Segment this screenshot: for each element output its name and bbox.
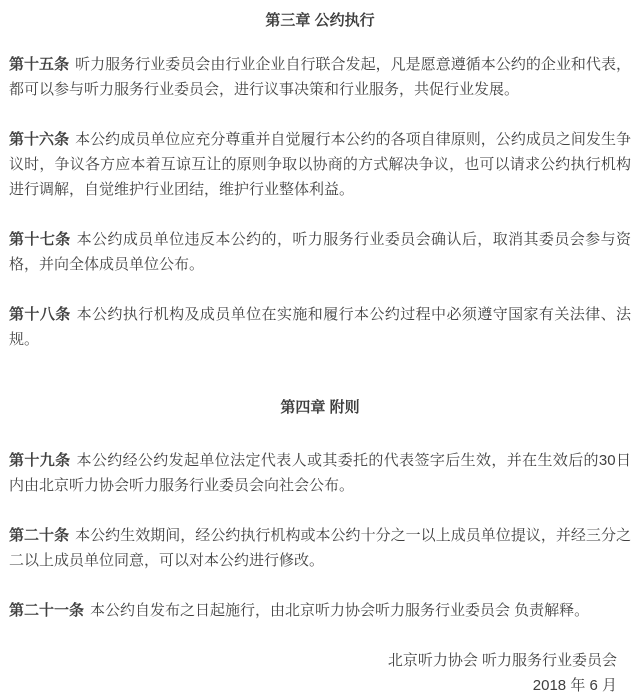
article-19-label: 第十九条 bbox=[9, 452, 71, 469]
article-16 bbox=[9, 127, 631, 202]
article-16-text: 本公约成员单位应充分尊重并自觉履行本公约的各项自律原则，公约成员之间发生争议时，争议各方应本着互谅互让的原则争取以协商的方式解决争议，也可以请求公约执行机构进行调解，自觉维护行业团结，维护行业整体利益。 bbox=[9, 131, 631, 198]
article-18-text: 本公约执行机构及成员单位在实施和履行本公约过程中必须遵守国家有关法律、法规。 bbox=[9, 306, 631, 348]
article-16-label: 第十六条 bbox=[9, 131, 70, 148]
article-17-label: 第十七条 bbox=[9, 231, 71, 248]
article-20 bbox=[9, 523, 631, 573]
article-19 bbox=[9, 448, 631, 498]
chapter-3-heading: 第三章 公约执行 bbox=[265, 12, 375, 29]
article-20-label: 第二十条 bbox=[9, 527, 70, 544]
signature-block bbox=[9, 648, 631, 698]
article-15-text: 听力服务行业委员会由行业企业自行联合发起，凡是愿意遵循本公约的企业和代表，都可以参与听力服务行业委员会，进行议事决策和行业服务，共促行业发展。 bbox=[9, 56, 631, 98]
article-19-text: 本公约经公约发起单位法定代表人或其委托的代表签字后生效，并在生效后的30日内由北京听力协会听力服务行业委员会向社会公布。 bbox=[9, 452, 631, 494]
article-15 bbox=[9, 52, 631, 102]
article-21-text: 本公约自发布之日起施行，由北京听力协会听力服务行业委员会 负责解释。 bbox=[90, 602, 590, 619]
article-17 bbox=[9, 227, 631, 277]
chapter-4-heading: 第四章 附则 bbox=[280, 399, 360, 416]
signature-organization: 北京听力协会 听力服务行业委员会 bbox=[387, 652, 617, 669]
signature-date: 2018 年 6 月 bbox=[532, 677, 617, 694]
article-17-text: 本公约成员单位违反本公约的，听力服务行业委员会确认后，取消其委员会参与资格，并向全体成员单位公布。 bbox=[9, 231, 631, 273]
article-18 bbox=[9, 302, 631, 352]
article-21-label: 第二十一条 bbox=[9, 602, 85, 619]
article-15-label: 第十五条 bbox=[9, 56, 70, 73]
article-18-label: 第十八条 bbox=[9, 306, 71, 323]
article-21 bbox=[9, 598, 631, 623]
article-20-text: 本公约生效期间，经公约执行机构或本公约十分之一以上成员单位提议，并经三分之二以上成员单位同意，可以对本公约进行修改。 bbox=[9, 527, 631, 569]
